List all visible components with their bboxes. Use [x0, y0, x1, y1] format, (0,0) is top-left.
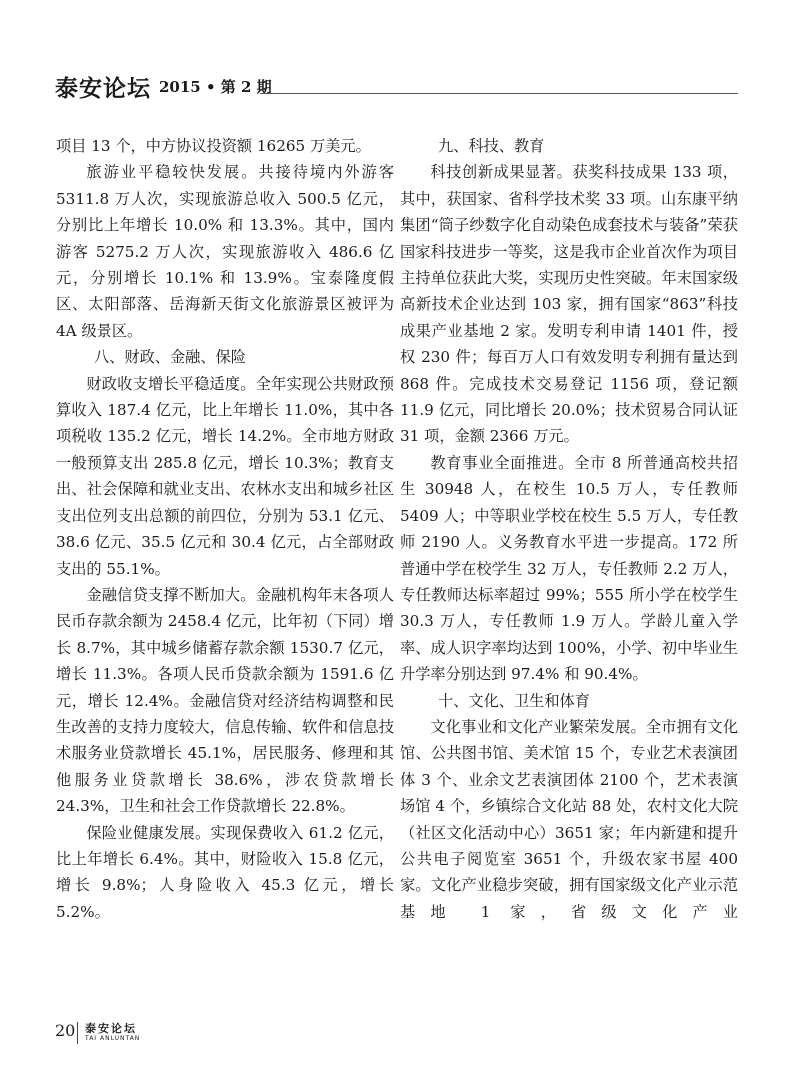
- footer-divider: [77, 1022, 78, 1044]
- paragraph: 旅游业平稳较快发展。共接待境内外游客 5311.8 万人次，实现旅游总收入 500.5 亿元，分别比上年增长 10.0% 和 13.3%。其中，国内游客 5275.2 万人次，实现旅游收入 486.6 亿元，分别增长 10.1% 和 13.9%。宝泰隆度假区、太阳部落、岳海新天街文化旅游景区被评为 4A 级景区。: [56, 163, 394, 340]
- left-column: [56, 133, 394, 925]
- section-heading: 十、文化、卫生和体育: [438, 691, 590, 710]
- paragraph: 保险业健康发展。实现保费收入 61.2 亿元，比上年增长 6.4%。其中，财险收入 15.8 亿元，增长 9.8%；人身险收入 45.3 亿元，增长 5.2%。: [56, 823, 394, 921]
- journal-brand: 泰安论坛: [55, 75, 151, 102]
- page-number: 20: [55, 1021, 76, 1040]
- paragraph: 项目 13 个，中方协议投资额 16265 万美元。: [56, 137, 371, 155]
- paragraph: 金融信贷支撑不断加大。金融机构年末各项人民币存款余额为 2458.4 亿元，比年初（下同）增长 8.7%，其中城乡储蓄存款余额 1530.7 亿元，增长 11.3%。各项人民币贷款余额为 1591.6 亿元，增长 12.4%。金融信贷对经济结构调整和民生改善的支持力度较大，信息传输、软件和信息技术服务业贷款增长 45.1%，居民服务、修理和其他服务业贷款增长 38.6%，涉农贷款增长 24.3%，卫生和社会工作贷款增长 22.8%。: [56, 585, 394, 816]
- issue-label: 2015 • 第 2 期: [159, 78, 272, 96]
- header-rule: [260, 93, 738, 94]
- paragraph: 财政收支增长平稳适度。全年实现公共财政预算收入 187.4 亿元，比上年增长 11.0%，其中各项税收 135.2 亿元，增长 14.2%。全市地方财政一般预算支出 285.8 亿元，增长 10.3%；教育支出、社会保障和就业支出、农林水支出和城乡社区支出位列支出总额的前四位，分别为 53.1 亿元、38.6 亿元、35.5 亿元和 30.4 亿元，占全部财政支出的 55.1%。: [56, 374, 394, 578]
- paragraph: 科技创新成果显著。获奖科技成果 133 项，其中，获国家、省科学技术奖 33 项。山东康平纳集团“筒子纱数字化自动染色成套技术与装备”荣获国家科技进步一等奖，这是我市企业首次作为项目主持单位获此大奖，实现历史性突破。年末国家级高新技术企业达到 103 家，拥有国家“863”科技成果产业基地 2 家。发明专利申请 1401 件，授权 230 件；每百万人口有效发明专利拥有量达到 868 件。完成技术交易登记 1156 项，登记额 11.9 亿元，同比增长 20.0%；技术贸易合同认证 31 项，金额 2366 万元。: [400, 163, 738, 446]
- paragraph: 教育事业全面推进。全市 8 所普通高校共招生 30948 人，在校生 10.5 万人，专任教师 5409 人；中等职业学校在校生 5.5 万人，专任教师 2190 人。义务教育水平进一步提高。172 所普通中学在校学生 32 万人，专任教师 2.2 万人，专任教师达标率超过 99%；555 所小学在校学生 30.3 万人，专任教师 1.9 万人。学龄儿童入学率、成人识字率均达到 100%，小学、初中毕业生升学率分别达到 97.4% 和 90.4%。: [400, 453, 738, 684]
- section-heading: 八、财政、金融、保险: [94, 348, 246, 367]
- paragraph: 文化事业和文化产业繁荣发展。全市拥有文化馆、公共图书馆、美术馆 15 个，专业艺术表演团体 3 个、业余文艺表演团体 2100 个，艺术表演场馆 4 个，乡镇综合文化站 88 处，农村文化大院（社区文化活动中心）3651 家；年内新建和提升公共电子阅览室 3651 个，升级农家书屋 400 家。文化产业稳步突破，拥有国家级文化产业示范基地 1 家，省级文化产业: [400, 717, 738, 921]
- section-heading: 九、科技、教育: [438, 137, 545, 155]
- footer-journal-name: 泰安论坛: [85, 1022, 137, 1035]
- footer-journal-pinyin: TAI ANLUNTAN: [85, 1035, 141, 1042]
- page-header: [55, 74, 738, 102]
- right-column: [400, 133, 738, 925]
